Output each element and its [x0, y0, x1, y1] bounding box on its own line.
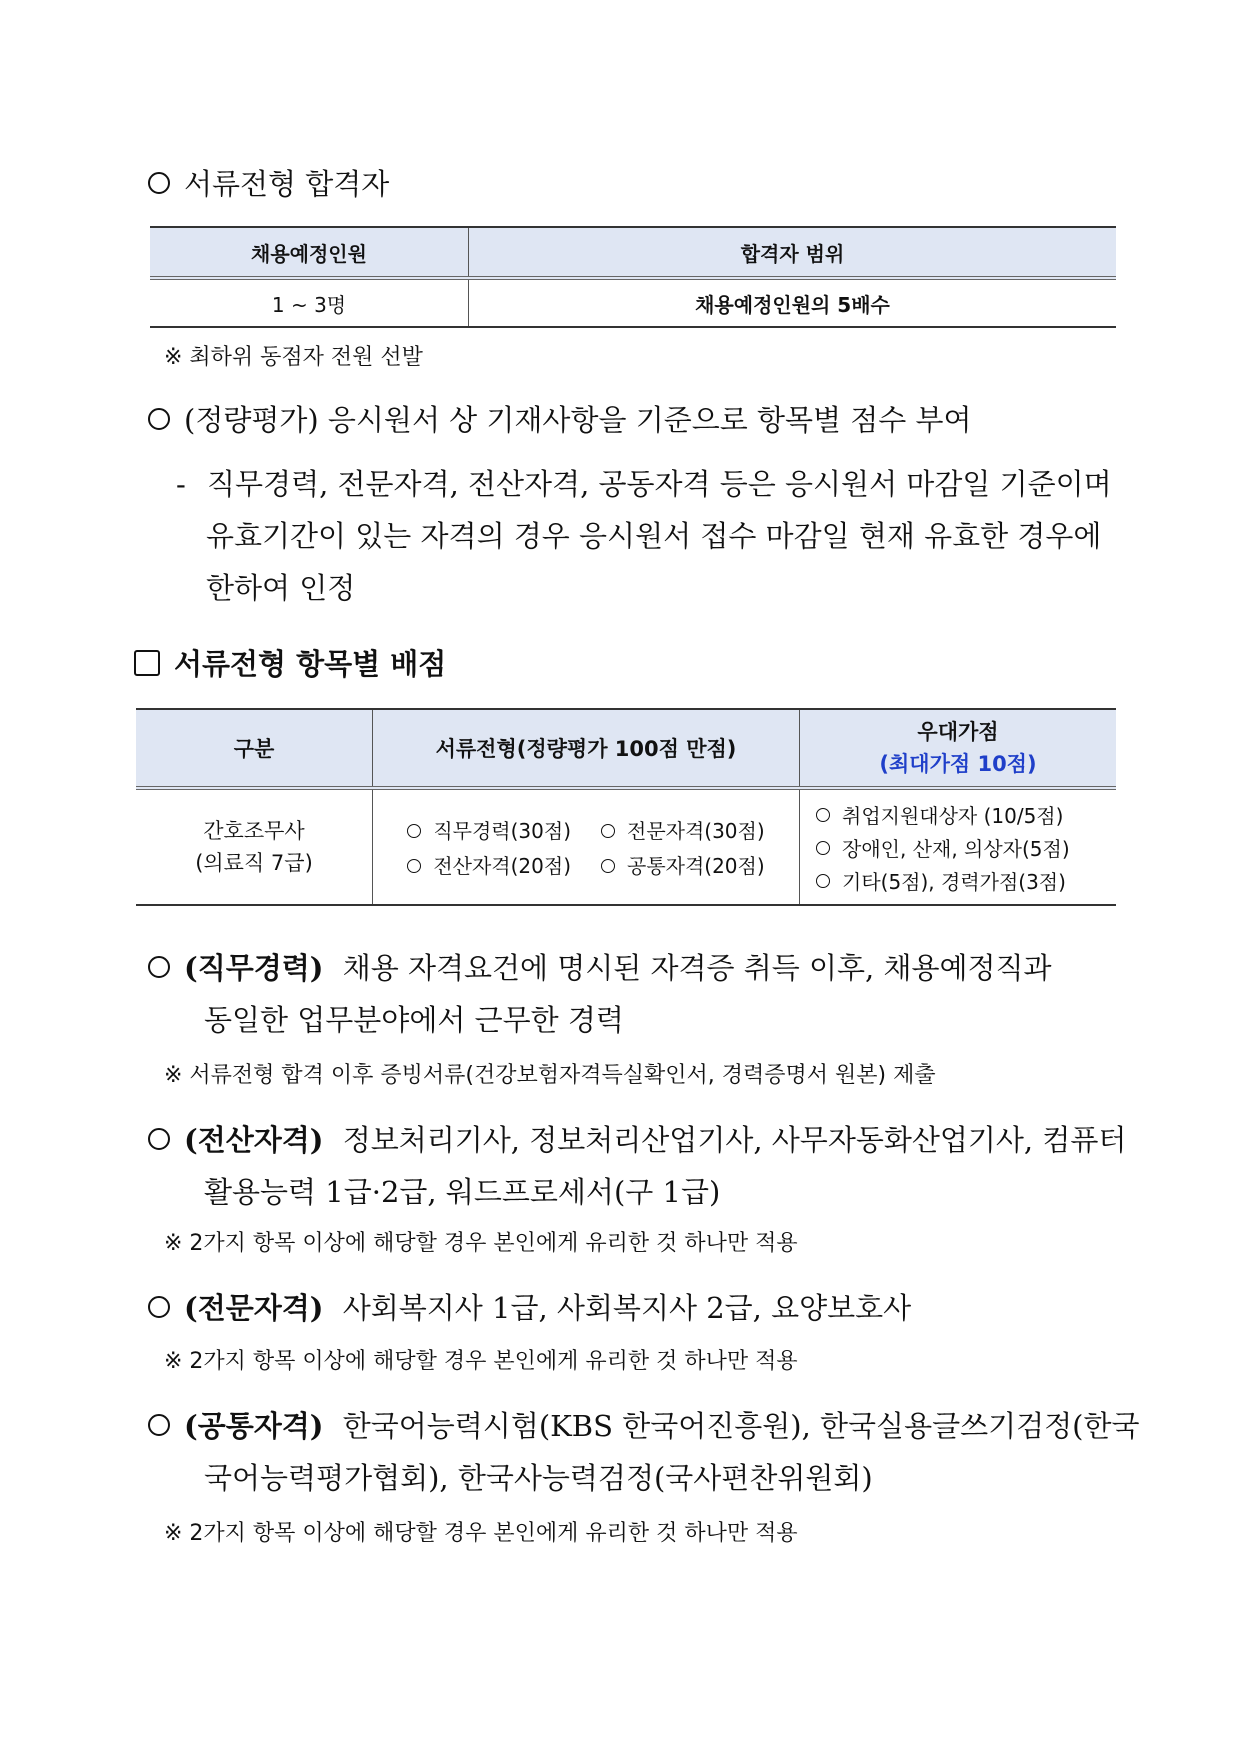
heading-text: 서류전형 합격자	[184, 167, 390, 201]
cell-bonus-items	[800, 790, 1116, 904]
score-item	[601, 850, 765, 879]
score-item-text: 전문자격(30점)	[627, 819, 765, 843]
circle-bullet-icon	[148, 1414, 170, 1436]
professional-cert-label: (전문자격)	[184, 1291, 324, 1325]
quant-sub-line-1	[176, 464, 1112, 504]
header-bonus-title: 우대가점	[917, 720, 999, 744]
job-experience-note: ※ 서류전형 합격 이후 증빙서류(건강보험자격득실확인서, 경력증명서 원본) 제출	[164, 1063, 936, 1088]
circle-bullet-icon	[148, 408, 170, 430]
quant-eval-line	[148, 400, 972, 440]
professional-cert-text: 사회복지사 1급, 사회복지사 2급, 요양보호사	[342, 1291, 912, 1325]
job-experience-label: (직무경력)	[184, 951, 324, 985]
header-document-screening: 서류전형(정량평가 100점 만점)	[373, 710, 800, 786]
professional-cert-note: ※ 2가지 항목 이상에 해당할 경우 본인에게 유리한 것 하나만 적용	[164, 1349, 798, 1374]
job-experience-line-2: 동일한 업무분야에서 근무한 경력	[204, 1003, 624, 1037]
common-cert-note: ※ 2가지 항목 이상에 해당할 경우 본인에게 유리한 것 하나만 적용	[164, 1521, 798, 1546]
table-header-row	[136, 710, 1116, 790]
circle-bullet-icon	[601, 824, 615, 838]
bonus-item	[816, 833, 1070, 862]
common-cert-text: 한국어능력시험(KBS 한국어진흥원), 한국실용글쓰기검정(한국	[342, 1409, 1140, 1443]
header-bonus-max: (최대가점 10점)	[879, 752, 1037, 776]
computer-cert-line	[148, 1120, 1126, 1160]
quant-sub-text-1: 직무경력, 전문자격, 전산자격, 공동자격 등은 응시원서 마감일 기준이며	[207, 467, 1112, 501]
job-experience-text: 채용 자격요건에 명시된 자격증 취득 이후, 채용예정직과	[342, 951, 1052, 985]
computer-cert-line-2: 활용능력 1급·2급, 워드프로세서(구 1급)	[204, 1175, 721, 1209]
section-heading-scoring	[134, 644, 446, 684]
score-item-text: 전산자격(20점)	[433, 854, 571, 878]
quant-sub-line-2: 유효기간이 있는 자격의 경우 응시원서 접수 마감일 현재 유효한 경우에	[206, 519, 1102, 553]
professional-cert-line	[148, 1288, 911, 1328]
table-row	[136, 790, 1116, 904]
header-bonus	[800, 710, 1116, 786]
bonus-item	[816, 800, 1063, 829]
job-title: 간호조무사	[203, 819, 305, 843]
circle-bullet-icon	[148, 1128, 170, 1150]
header-planned-hires: 채용예정인원	[150, 228, 469, 276]
score-item	[407, 850, 571, 879]
circle-bullet-icon	[148, 956, 170, 978]
table-header-row	[150, 228, 1116, 280]
dash-bullet: -	[176, 467, 186, 501]
note-tie: ※ 최하위 동점자 전원 선발	[164, 345, 423, 370]
header-category: 구분	[136, 710, 373, 786]
score-item-text: 공통자격(20점)	[627, 854, 765, 878]
score-item-text: 직무경력(30점)	[433, 819, 571, 843]
circle-bullet-icon	[816, 808, 830, 822]
circle-bullet-icon	[148, 1296, 170, 1318]
section-heading-passers	[148, 164, 389, 204]
heading-text: 서류전형 항목별 배점	[174, 647, 447, 681]
quant-sub-line-3: 한하여 인정	[206, 571, 356, 605]
circle-bullet-icon	[407, 824, 421, 838]
cell-planned-hires: 1 ~ 3명	[150, 280, 469, 326]
bonus-item-text: 장애인, 산재, 의상자(5점)	[842, 836, 1070, 861]
quant-eval-text: (정량평가) 응시원서 상 기재사항을 기준으로 항목별 점수 부여	[184, 403, 972, 437]
passers-table	[150, 226, 1116, 328]
cell-score-items	[373, 790, 800, 904]
header-pass-range: 합격자 범위	[740, 241, 845, 266]
table-row	[150, 280, 1116, 328]
square-bullet-icon	[134, 650, 160, 676]
bonus-item-text: 취업지원대상자 (10/5점)	[842, 803, 1064, 828]
cell-pass-range: 채용예정인원의 5배수	[695, 292, 890, 317]
common-cert-line-2: 국어능력평가협회), 한국사능력검정(국사편찬위원회)	[204, 1461, 873, 1495]
computer-cert-note: ※ 2가지 항목 이상에 해당할 경우 본인에게 유리한 것 하나만 적용	[164, 1231, 798, 1256]
scoring-table	[136, 708, 1116, 906]
circle-bullet-icon	[816, 841, 830, 855]
circle-bullet-icon	[148, 172, 170, 194]
bonus-item-text: 기타(5점), 경력가점(3점)	[842, 869, 1066, 894]
circle-bullet-icon	[816, 874, 830, 888]
circle-bullet-icon	[601, 859, 615, 873]
circle-bullet-icon	[407, 859, 421, 873]
common-cert-line	[148, 1406, 1140, 1446]
score-item	[601, 815, 765, 844]
score-item	[407, 815, 571, 844]
cell-job-title	[136, 790, 373, 904]
job-experience-line	[148, 948, 1052, 988]
bonus-item	[816, 866, 1066, 895]
computer-cert-text: 정보처리기사, 정보처리산업기사, 사무자동화산업기사, 컴퓨터	[342, 1123, 1127, 1157]
common-cert-label: (공통자격)	[184, 1409, 324, 1443]
computer-cert-label: (전산자격)	[184, 1123, 324, 1157]
job-grade: (의료직 7급)	[195, 851, 313, 875]
